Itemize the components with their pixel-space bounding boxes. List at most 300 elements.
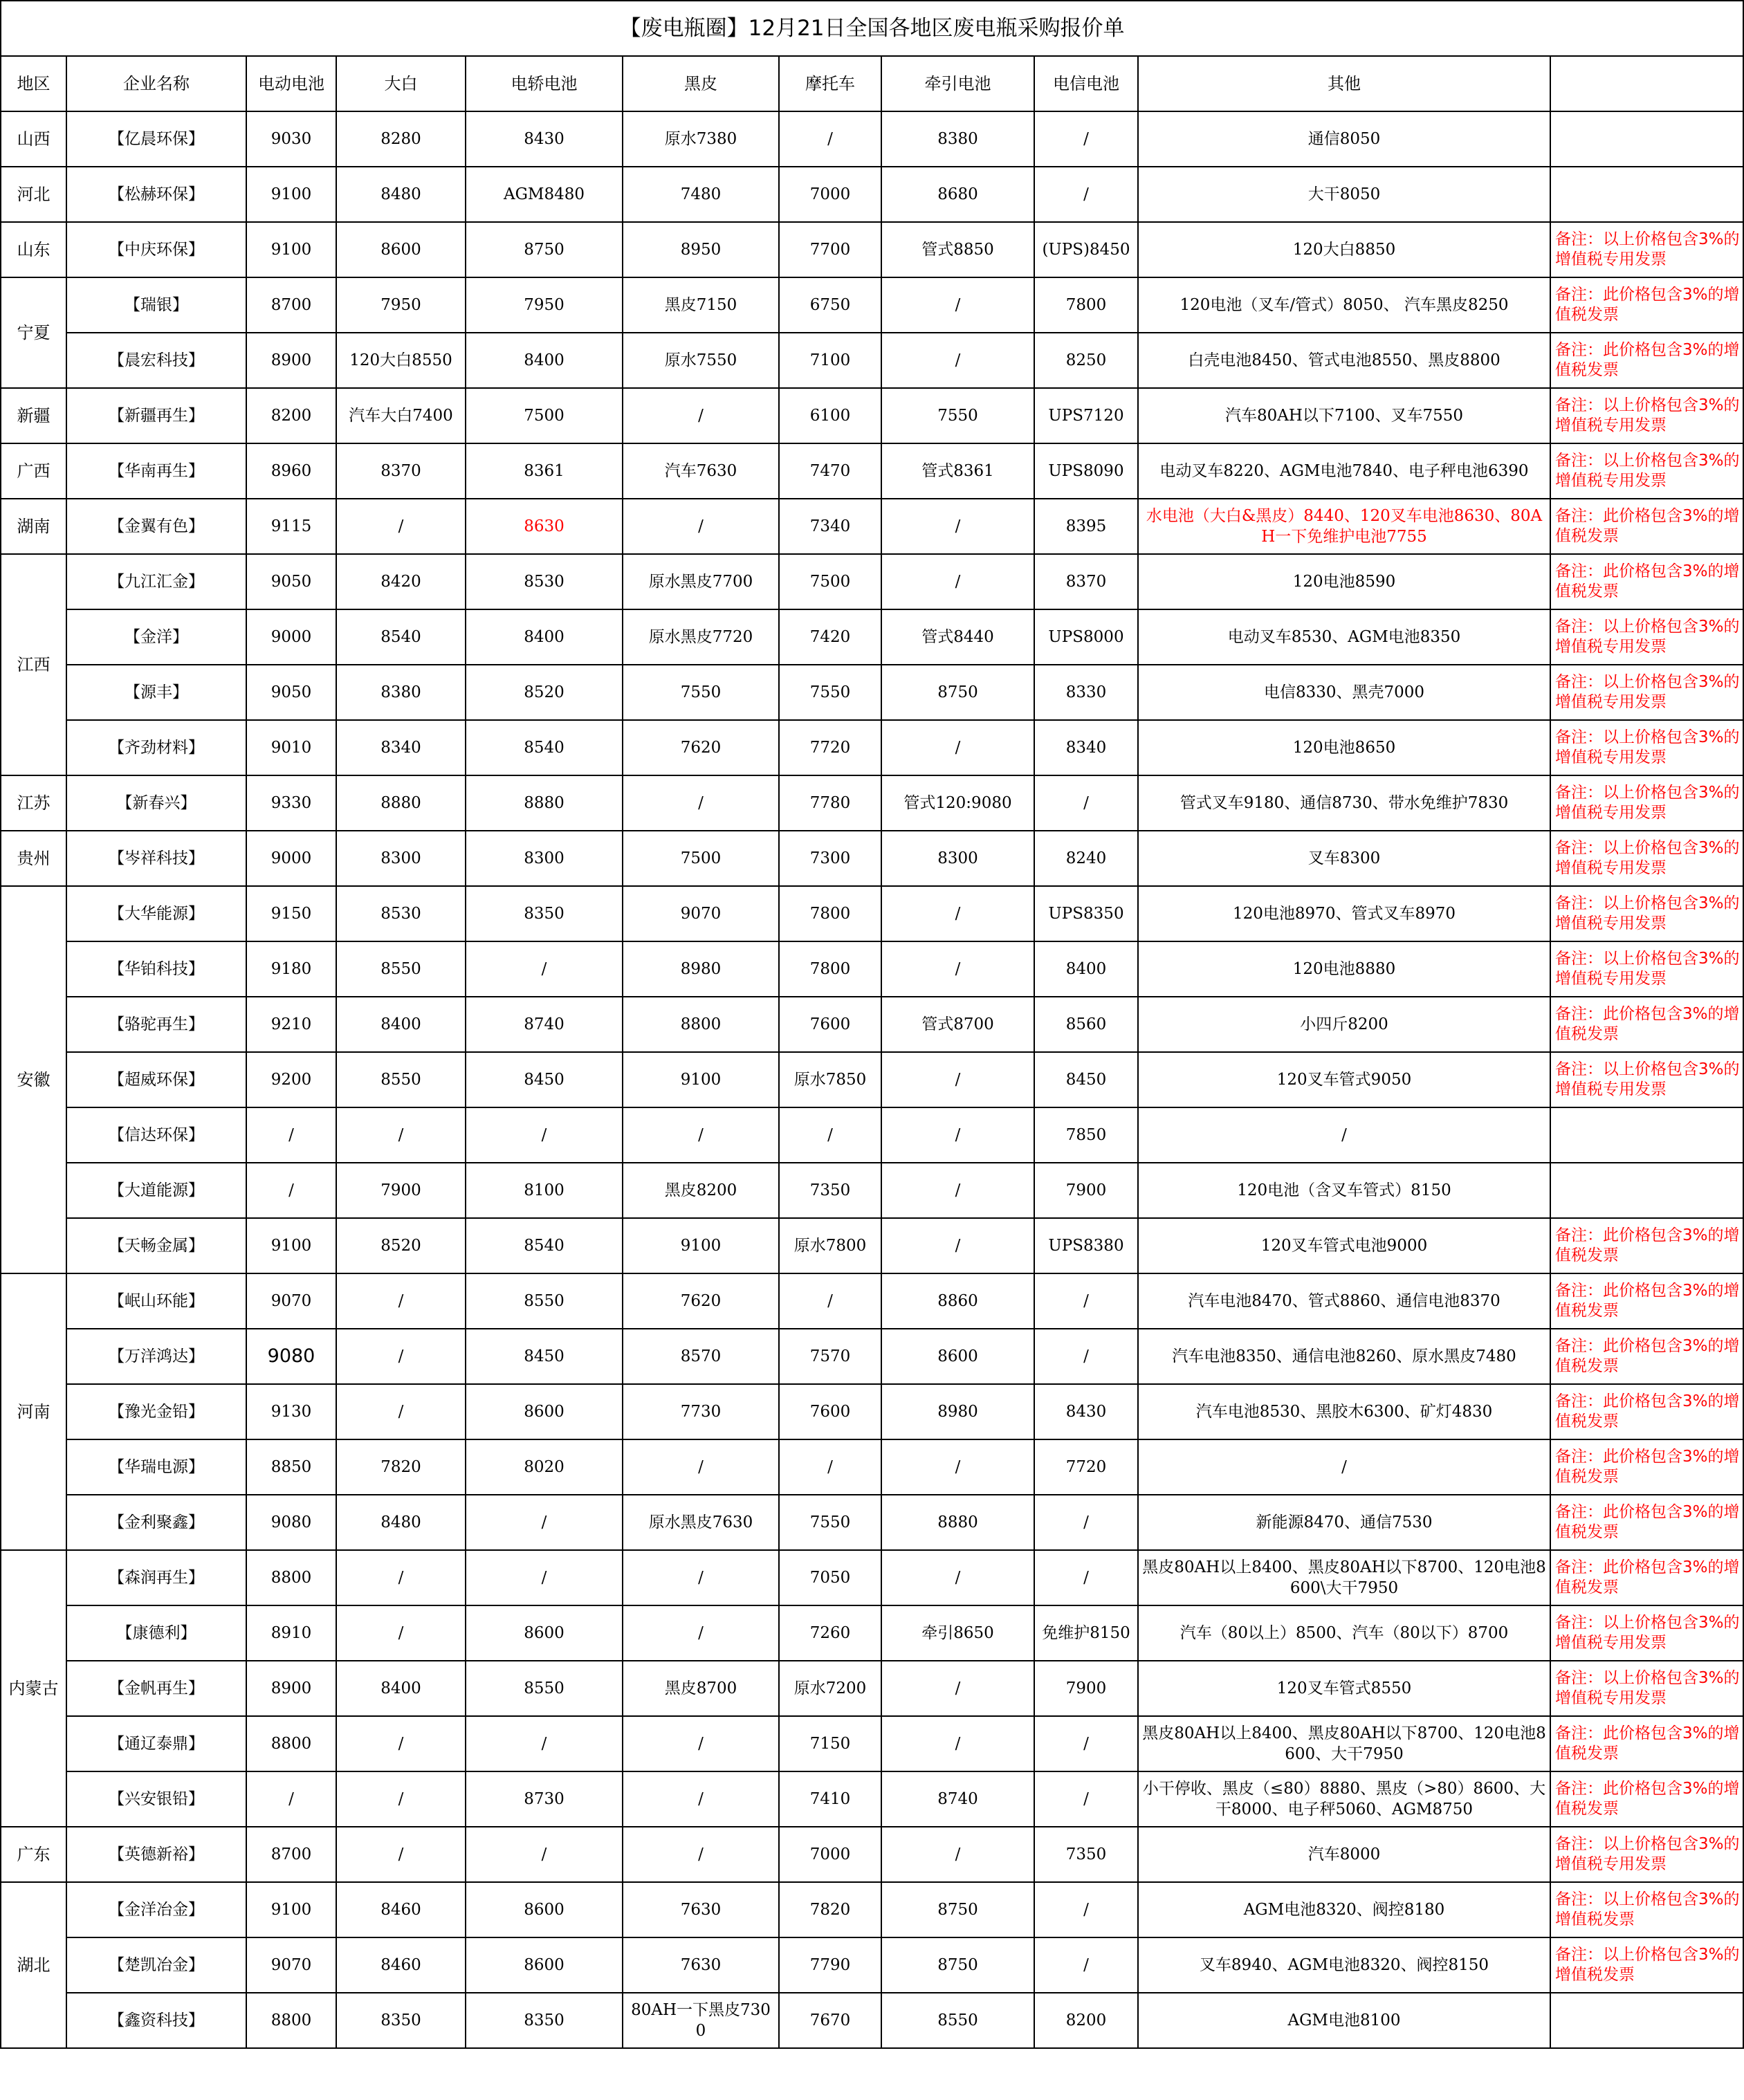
- price-dd: 9130: [246, 1384, 336, 1439]
- header-note: [1550, 56, 1743, 111]
- price-qy: 8550: [881, 1993, 1034, 2048]
- note: 备注：此价格包含3%的增值税发票: [1550, 1550, 1743, 1605]
- note: 备注：此价格包含3%的增值税发票: [1550, 1384, 1743, 1439]
- table-row: [1, 1273, 1743, 1329]
- price-dj: 8740: [466, 997, 623, 1052]
- header-hp: 黑皮: [623, 56, 779, 111]
- region-name: 宁夏: [1, 277, 66, 388]
- region-name: 山东: [1, 222, 66, 277]
- price-dd: 9070: [246, 1937, 336, 1993]
- price-dx: 7350: [1034, 1827, 1138, 1882]
- price-dd: 9010: [246, 720, 336, 775]
- price-dd: 8200: [246, 388, 336, 443]
- price-dx: 8330: [1034, 665, 1138, 720]
- table-row: [1, 111, 1743, 167]
- price-dd: 9000: [246, 609, 336, 665]
- price-other: 120叉车管式8550: [1138, 1661, 1550, 1716]
- company-name: 【松赫环保】: [66, 167, 246, 222]
- price-dx: 8370: [1034, 554, 1138, 609]
- price-db: 8400: [336, 997, 466, 1052]
- table-row: [1, 443, 1743, 499]
- price-dd: 8800: [246, 1550, 336, 1605]
- price-db: 8460: [336, 1937, 466, 1993]
- price-dj: 8630: [466, 499, 623, 554]
- note: 备注：以上价格包含3%的增值税专用发票: [1550, 1827, 1743, 1882]
- price-db: 7820: [336, 1439, 466, 1495]
- price-mt: /: [779, 111, 881, 167]
- price-other: 汽车（80以上）8500、汽车（80以下）8700: [1138, 1605, 1550, 1661]
- price-mt: 7050: [779, 1550, 881, 1605]
- price-db: 8340: [336, 720, 466, 775]
- note: 备注：以上价格包含3%的增值税专用发票: [1550, 831, 1743, 886]
- price-mt: 7600: [779, 997, 881, 1052]
- price-dd: 8800: [246, 1993, 336, 2048]
- note: 备注：以上价格包含3%的增值税专用发票: [1550, 886, 1743, 941]
- price-qy: /: [881, 1827, 1034, 1882]
- price-dx: UPS8000: [1034, 609, 1138, 665]
- price-qy: /: [881, 720, 1034, 775]
- price-dj: 7500: [466, 388, 623, 443]
- price-mt: 7720: [779, 720, 881, 775]
- price-db: /: [336, 1771, 466, 1827]
- note: 备注：此价格包含3%的增值税发票: [1550, 997, 1743, 1052]
- price-other: 120大白8850: [1138, 222, 1550, 277]
- price-qy: 8680: [881, 167, 1034, 222]
- company-name: 【信达环保】: [66, 1107, 246, 1163]
- price-qy: 8380: [881, 111, 1034, 167]
- note: [1550, 1107, 1743, 1163]
- price-hp: 7730: [623, 1384, 779, 1439]
- price-dj: 7950: [466, 277, 623, 333]
- price-dd: 9050: [246, 665, 336, 720]
- price-hp: /: [623, 1439, 779, 1495]
- price-other: 小干停收、黑皮（≤80）8880、黑皮（>80）8600、大干8000、电子秤5060、AGM8750: [1138, 1771, 1550, 1827]
- price-hp: 7550: [623, 665, 779, 720]
- table-row: [1, 1716, 1743, 1771]
- company-name: 【森润再生】: [66, 1550, 246, 1605]
- price-other: 120电池（含叉车管式）8150: [1138, 1163, 1550, 1218]
- price-db: 8350: [336, 1993, 466, 2048]
- price-dx: UPS8350: [1034, 886, 1138, 941]
- table-row: [1, 277, 1743, 333]
- price-db: 8480: [336, 167, 466, 222]
- company-name: 【通辽泰鼎】: [66, 1716, 246, 1771]
- price-hp: 原水黑皮7630: [623, 1495, 779, 1550]
- price-mt: 7670: [779, 1993, 881, 2048]
- price-db: 8550: [336, 941, 466, 997]
- price-qy: 管式8850: [881, 222, 1034, 277]
- note: [1550, 111, 1743, 167]
- price-hp: 原水7550: [623, 333, 779, 388]
- region-name: 山西: [1, 111, 66, 167]
- header-other: 其他: [1138, 56, 1550, 111]
- price-dj: 8020: [466, 1439, 623, 1495]
- price-dj: /: [466, 1107, 623, 1163]
- company-name: 【兴安银铅】: [66, 1771, 246, 1827]
- company-name: 【新疆再生】: [66, 388, 246, 443]
- price-other: 电动叉车8530、AGM电池8350: [1138, 609, 1550, 665]
- price-hp: 80AH一下黑皮7300: [623, 1993, 779, 2048]
- price-other: 汽车80AH以下7100、叉车7550: [1138, 388, 1550, 443]
- header-dd: 电动电池: [246, 56, 336, 111]
- price-dx: /: [1034, 167, 1138, 222]
- price-qy: 8740: [881, 1771, 1034, 1827]
- price-hp: 7620: [623, 720, 779, 775]
- company-name: 【齐劲材料】: [66, 720, 246, 775]
- price-dx: 8430: [1034, 1384, 1138, 1439]
- table-row: [1, 1384, 1743, 1439]
- table-row: [1, 1052, 1743, 1107]
- price-hp: /: [623, 1550, 779, 1605]
- region-name: 湖北: [1, 1882, 66, 2048]
- price-mt: 原水7800: [779, 1218, 881, 1273]
- price-hp: 7630: [623, 1937, 779, 1993]
- price-dx: 8395: [1034, 499, 1138, 554]
- table-row: [1, 997, 1743, 1052]
- price-db: 汽车大白7400: [336, 388, 466, 443]
- company-name: 【万洋鸿达】: [66, 1329, 246, 1384]
- price-hp: 9100: [623, 1218, 779, 1273]
- price-mt: 7550: [779, 1495, 881, 1550]
- price-mt: 7570: [779, 1329, 881, 1384]
- price-dx: /: [1034, 1550, 1138, 1605]
- price-qy: 管式8700: [881, 997, 1034, 1052]
- note: 备注：此价格包含3%的增值税发票: [1550, 1329, 1743, 1384]
- price-db: 8460: [336, 1882, 466, 1937]
- price-db: 8600: [336, 222, 466, 277]
- price-other: 新能源8470、通信7530: [1138, 1495, 1550, 1550]
- note: 备注：此价格包含3%的增值税发票: [1550, 1218, 1743, 1273]
- price-hp: /: [623, 1771, 779, 1827]
- company-name: 【大道能源】: [66, 1163, 246, 1218]
- price-db: 8400: [336, 1661, 466, 1716]
- table-row: [1, 1882, 1743, 1937]
- price-mt: 原水7850: [779, 1052, 881, 1107]
- price-mt: /: [779, 1107, 881, 1163]
- price-db: /: [336, 1716, 466, 1771]
- note: 备注：以上价格包含3%的增值税专用发票: [1550, 775, 1743, 831]
- price-dd: 9115: [246, 499, 336, 554]
- price-hp: 9100: [623, 1052, 779, 1107]
- price-mt: 7780: [779, 775, 881, 831]
- company-name: 【亿晨环保】: [66, 111, 246, 167]
- note: 备注：以上价格包含3%的增值税专用发票: [1550, 720, 1743, 775]
- price-dj: 8530: [466, 554, 623, 609]
- company-name: 【华南再生】: [66, 443, 246, 499]
- price-other: 120叉车管式电池9000: [1138, 1218, 1550, 1273]
- price-db: 8420: [336, 554, 466, 609]
- price-qy: /: [881, 277, 1034, 333]
- price-dd: 9100: [246, 1218, 336, 1273]
- price-qy: /: [881, 1163, 1034, 1218]
- price-other: 120电池8880: [1138, 941, 1550, 997]
- note: 备注：此价格包含3%的增值税发票: [1550, 499, 1743, 554]
- region-name: 广西: [1, 443, 66, 499]
- price-dd: 9070: [246, 1273, 336, 1329]
- note: 备注：此价格包含3%的增值税发票: [1550, 1495, 1743, 1550]
- company-name: 【晨宏科技】: [66, 333, 246, 388]
- table-row: [1, 831, 1743, 886]
- price-other: 黑皮80AH以上8400、黑皮80AH以下8700、120电池8600、大干7950: [1138, 1716, 1550, 1771]
- note: [1550, 1993, 1743, 2048]
- company-name: 【瑞银】: [66, 277, 246, 333]
- price-hp: /: [623, 1107, 779, 1163]
- price-dd: 8850: [246, 1439, 336, 1495]
- note: 备注：以上价格包含3%的增值税专用发票: [1550, 443, 1743, 499]
- price-dd: 9100: [246, 222, 336, 277]
- price-dj: 8430: [466, 111, 623, 167]
- price-dd: 9080: [246, 1329, 336, 1384]
- header-mt: 摩托车: [779, 56, 881, 111]
- price-dx: 8400: [1034, 941, 1138, 997]
- price-qy: 管式120:9080: [881, 775, 1034, 831]
- price-other: 120电池8650: [1138, 720, 1550, 775]
- note: 备注：此价格包含3%的增值税发票: [1550, 333, 1743, 388]
- price-other: 电信8330、黑壳7000: [1138, 665, 1550, 720]
- price-dx: UPS7120: [1034, 388, 1138, 443]
- price-hp: 黑皮8700: [623, 1661, 779, 1716]
- price-qy: 7550: [881, 388, 1034, 443]
- company-name: 【金洋冶金】: [66, 1882, 246, 1937]
- price-dd: 9080: [246, 1495, 336, 1550]
- price-db: /: [336, 499, 466, 554]
- price-qy: /: [881, 1716, 1034, 1771]
- company-name: 【金翼有色】: [66, 499, 246, 554]
- price-other: 120叉车管式9050: [1138, 1052, 1550, 1107]
- note: 备注：此价格包含3%的增值税发票: [1550, 554, 1743, 609]
- price-dx: 7800: [1034, 277, 1138, 333]
- price-db: 120大白8550: [336, 333, 466, 388]
- price-dj: 8100: [466, 1163, 623, 1218]
- price-dd: 9050: [246, 554, 336, 609]
- price-mt: 7550: [779, 665, 881, 720]
- price-dd: 8700: [246, 1827, 336, 1882]
- price-db: 7950: [336, 277, 466, 333]
- price-db: /: [336, 1550, 466, 1605]
- note: 备注：以上价格包含3%的增值税专用发票: [1550, 1052, 1743, 1107]
- price-dd: 8960: [246, 443, 336, 499]
- price-mt: 7790: [779, 1937, 881, 1993]
- header-row: [1, 56, 1743, 111]
- company-name: 【超威环保】: [66, 1052, 246, 1107]
- price-mt: 7150: [779, 1716, 881, 1771]
- company-name: 【岷山环能】: [66, 1273, 246, 1329]
- price-qy: 8880: [881, 1495, 1034, 1550]
- price-dx: /: [1034, 1273, 1138, 1329]
- note: 备注：以上价格包含3%的增值税专用发票: [1550, 1661, 1743, 1716]
- page-title: 【废电瓶圈】12月21日全国各地区废电瓶采购报价单: [1, 1, 1743, 56]
- price-hp: /: [623, 1716, 779, 1771]
- price-dx: 8240: [1034, 831, 1138, 886]
- price-dd: /: [246, 1107, 336, 1163]
- price-db: /: [336, 1329, 466, 1384]
- price-hp: 原水黑皮7720: [623, 609, 779, 665]
- price-dx: 7850: [1034, 1107, 1138, 1163]
- price-dj: /: [466, 1716, 623, 1771]
- region-name: 河北: [1, 167, 66, 222]
- price-other: 叉车8300: [1138, 831, 1550, 886]
- price-db: 8540: [336, 609, 466, 665]
- header-qy: 牵引电池: [881, 56, 1034, 111]
- price-hp: 8800: [623, 997, 779, 1052]
- price-db: 7900: [336, 1163, 466, 1218]
- price-mt: 7000: [779, 167, 881, 222]
- price-qy: /: [881, 499, 1034, 554]
- price-dd: 9100: [246, 1882, 336, 1937]
- price-dd: 9000: [246, 831, 336, 886]
- price-dj: AGM8480: [466, 167, 623, 222]
- price-db: 8530: [336, 886, 466, 941]
- company-name: 【天畅金属】: [66, 1218, 246, 1273]
- price-hp: /: [623, 388, 779, 443]
- price-hp: 8980: [623, 941, 779, 997]
- price-dj: 8520: [466, 665, 623, 720]
- price-qy: 管式8361: [881, 443, 1034, 499]
- company-name: 【大华能源】: [66, 886, 246, 941]
- price-mt: 7100: [779, 333, 881, 388]
- price-dj: 8540: [466, 1218, 623, 1273]
- price-db: 8880: [336, 775, 466, 831]
- price-db: /: [336, 1605, 466, 1661]
- price-dx: 7720: [1034, 1439, 1138, 1495]
- price-dj: 8540: [466, 720, 623, 775]
- price-other: 汽车8000: [1138, 1827, 1550, 1882]
- price-dj: 8300: [466, 831, 623, 886]
- note: 备注：以上价格包含3%的增值税专用发票: [1550, 222, 1743, 277]
- price-dx: /: [1034, 1329, 1138, 1384]
- price-mt: 7820: [779, 1882, 881, 1937]
- header-dx: 电信电池: [1034, 56, 1138, 111]
- company-name: 【鑫资科技】: [66, 1993, 246, 2048]
- price-db: /: [336, 1827, 466, 1882]
- price-dd: 9030: [246, 111, 336, 167]
- region-name: 江苏: [1, 775, 66, 831]
- note: 备注：以上价格包含3%的增值税专用发票: [1550, 609, 1743, 665]
- price-hp: 8570: [623, 1329, 779, 1384]
- price-db: 8370: [336, 443, 466, 499]
- price-dx: (UPS)8450: [1034, 222, 1138, 277]
- price-mt: 7470: [779, 443, 881, 499]
- table-row: [1, 1107, 1743, 1163]
- price-mt: 7500: [779, 554, 881, 609]
- region-name: 安徽: [1, 886, 66, 1273]
- price-other: 汽车电池8530、黑胶木6300、矿灯4830: [1138, 1384, 1550, 1439]
- price-dd: 8800: [246, 1716, 336, 1771]
- company-name: 【新春兴】: [66, 775, 246, 831]
- price-other: 电动叉车8220、AGM电池7840、电子秤电池6390: [1138, 443, 1550, 499]
- price-dx: 8200: [1034, 1993, 1138, 2048]
- price-mt: 7000: [779, 1827, 881, 1882]
- price-db: 8520: [336, 1218, 466, 1273]
- price-mt: 7700: [779, 222, 881, 277]
- note: 备注：此价格包含3%的增值税发票: [1550, 1716, 1743, 1771]
- price-hp: 7480: [623, 167, 779, 222]
- note: 备注：以上价格包含3%的增值税发票: [1550, 1937, 1743, 1993]
- price-dd: /: [246, 1771, 336, 1827]
- price-dx: 8560: [1034, 997, 1138, 1052]
- price-hp: 原水黑皮7700: [623, 554, 779, 609]
- table-row: [1, 1218, 1743, 1273]
- price-other: 大干8050: [1138, 167, 1550, 222]
- price-dx: /: [1034, 1495, 1138, 1550]
- table-row: [1, 1605, 1743, 1661]
- table-row: [1, 554, 1743, 609]
- company-name: 【岑祥科技】: [66, 831, 246, 886]
- price-dj: 8600: [466, 1384, 623, 1439]
- table-row: [1, 886, 1743, 941]
- table-row: [1, 388, 1743, 443]
- price-other: 汽车电池8350、通信电池8260、原水黑皮7480: [1138, 1329, 1550, 1384]
- table-row: [1, 1993, 1743, 2048]
- header-company: 企业名称: [66, 56, 246, 111]
- table-row: [1, 1550, 1743, 1605]
- price-qy: 管式8440: [881, 609, 1034, 665]
- price-dj: 8361: [466, 443, 623, 499]
- table-row: [1, 167, 1743, 222]
- note: [1550, 167, 1743, 222]
- table-row: [1, 333, 1743, 388]
- price-dj: /: [466, 941, 623, 997]
- company-name: 【华瑞电源】: [66, 1439, 246, 1495]
- price-qy: /: [881, 1107, 1034, 1163]
- header-db: 大白: [336, 56, 466, 111]
- price-other: 120电池8590: [1138, 554, 1550, 609]
- price-qy: /: [881, 886, 1034, 941]
- company-name: 【骆驼再生】: [66, 997, 246, 1052]
- price-dj: 8400: [466, 609, 623, 665]
- note: 备注：以上价格包含3%的增值税专用发票: [1550, 665, 1743, 720]
- note: 备注：此价格包含3%的增值税发票: [1550, 1771, 1743, 1827]
- price-dj: 8350: [466, 886, 623, 941]
- price-qy: /: [881, 1439, 1034, 1495]
- price-other: /: [1138, 1107, 1550, 1163]
- company-name: 【楚凯冶金】: [66, 1937, 246, 1993]
- price-hp: 8950: [623, 222, 779, 277]
- price-dj: 8350: [466, 1993, 623, 2048]
- price-db: 8280: [336, 111, 466, 167]
- price-hp: /: [623, 775, 779, 831]
- table-row: [1, 941, 1743, 997]
- price-mt: 7350: [779, 1163, 881, 1218]
- table-row: [1, 1495, 1743, 1550]
- price-hp: 黑皮8200: [623, 1163, 779, 1218]
- price-dd: 8700: [246, 277, 336, 333]
- price-mt: 7340: [779, 499, 881, 554]
- price-mt: 7600: [779, 1384, 881, 1439]
- region-name: 贵州: [1, 831, 66, 886]
- price-qy: /: [881, 1052, 1034, 1107]
- price-dj: /: [466, 1827, 623, 1882]
- price-dj: /: [466, 1550, 623, 1605]
- price-qy: /: [881, 554, 1034, 609]
- price-dj: 8400: [466, 333, 623, 388]
- price-mt: 7420: [779, 609, 881, 665]
- price-other: 管式叉车9180、通信8730、带水免维护7830: [1138, 775, 1550, 831]
- price-hp: 汽车7630: [623, 443, 779, 499]
- table-row: [1, 775, 1743, 831]
- price-dx: /: [1034, 1882, 1138, 1937]
- price-other: 叉车8940、AGM电池8320、阀控8150: [1138, 1937, 1550, 1993]
- region-name: 内蒙古: [1, 1550, 66, 1827]
- price-dx: /: [1034, 1771, 1138, 1827]
- price-dj: 8600: [466, 1605, 623, 1661]
- price-dd: 9150: [246, 886, 336, 941]
- price-other: 水电池（大白&黑皮）8440、120叉车电池8630、80AH一下免维护电池7755: [1138, 499, 1550, 554]
- price-db: 8480: [336, 1495, 466, 1550]
- note: 备注：此价格包含3%的增值税发票: [1550, 1439, 1743, 1495]
- price-other: /: [1138, 1439, 1550, 1495]
- table-row: [1, 1163, 1743, 1218]
